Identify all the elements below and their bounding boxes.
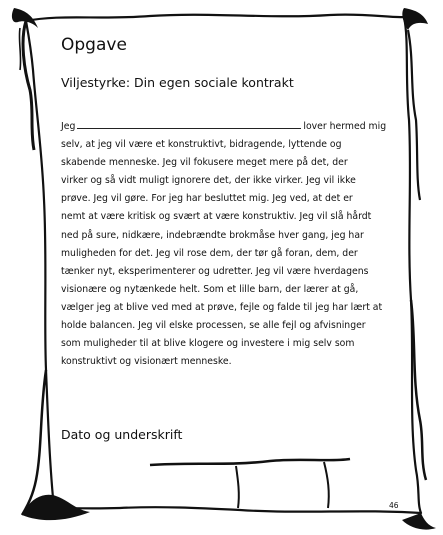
contract-lead: Jeg <box>61 121 76 132</box>
contract-line: selv, at jeg vil være et konstruktivt, bidragende, lyttende og <box>61 139 342 151</box>
contract-line: skabende menneske. Jeg vil fokusere meget mere på det, der <box>61 157 348 169</box>
contract-line: virker og så vidt muligt ignorere det, der ikke virker. Jeg vil ikke <box>61 175 356 187</box>
contract-after-blank: lover hermed mig <box>303 121 387 132</box>
contract-line: konstruktivt og visionært menneske. <box>61 356 232 368</box>
contract-line: holde balancen. Jeg vil elske processen, se alle fejl og afvisninger <box>61 320 366 332</box>
page-title: Opgave <box>61 35 127 55</box>
contract-line: prøve. Jeg vil gøre. For jeg har besluttet mig. Jeg ved, at det er <box>61 193 353 205</box>
contract-line: muligheden for det. Jeg vil rose dem, der tør gå foran, dem, der <box>61 247 358 259</box>
contract-first-line <box>61 118 401 136</box>
contract-line: visionære og nytænkede helt. Som et lille barn, der lærer at gå, <box>61 283 359 295</box>
contract-line: nemt at være kritisk og svært at være konstruktiv. Jeg vil slå hårdt <box>61 211 372 223</box>
contract-line: som muligheder til at blive klogere og investere i mig selv som <box>61 338 355 350</box>
name-blank-line <box>77 119 301 129</box>
contract-line: ned på sure, nidkære, indebrændte brokmåse hver gang, jeg har <box>61 229 364 241</box>
signature-label: Dato og underskrift <box>61 427 183 442</box>
contract-line: tænker nyt, eksperimenterer og udretter. Jeg vil være hverdagens <box>61 265 369 277</box>
section-subtitle: Viljestyrke: Din egen sociale kontrakt <box>61 75 294 90</box>
contract-line: vælger jeg at blive ved med at prøve, fejle og falde til jeg har lært at <box>61 301 383 313</box>
page-number: 46 <box>389 501 399 510</box>
contract-text <box>61 118 401 371</box>
